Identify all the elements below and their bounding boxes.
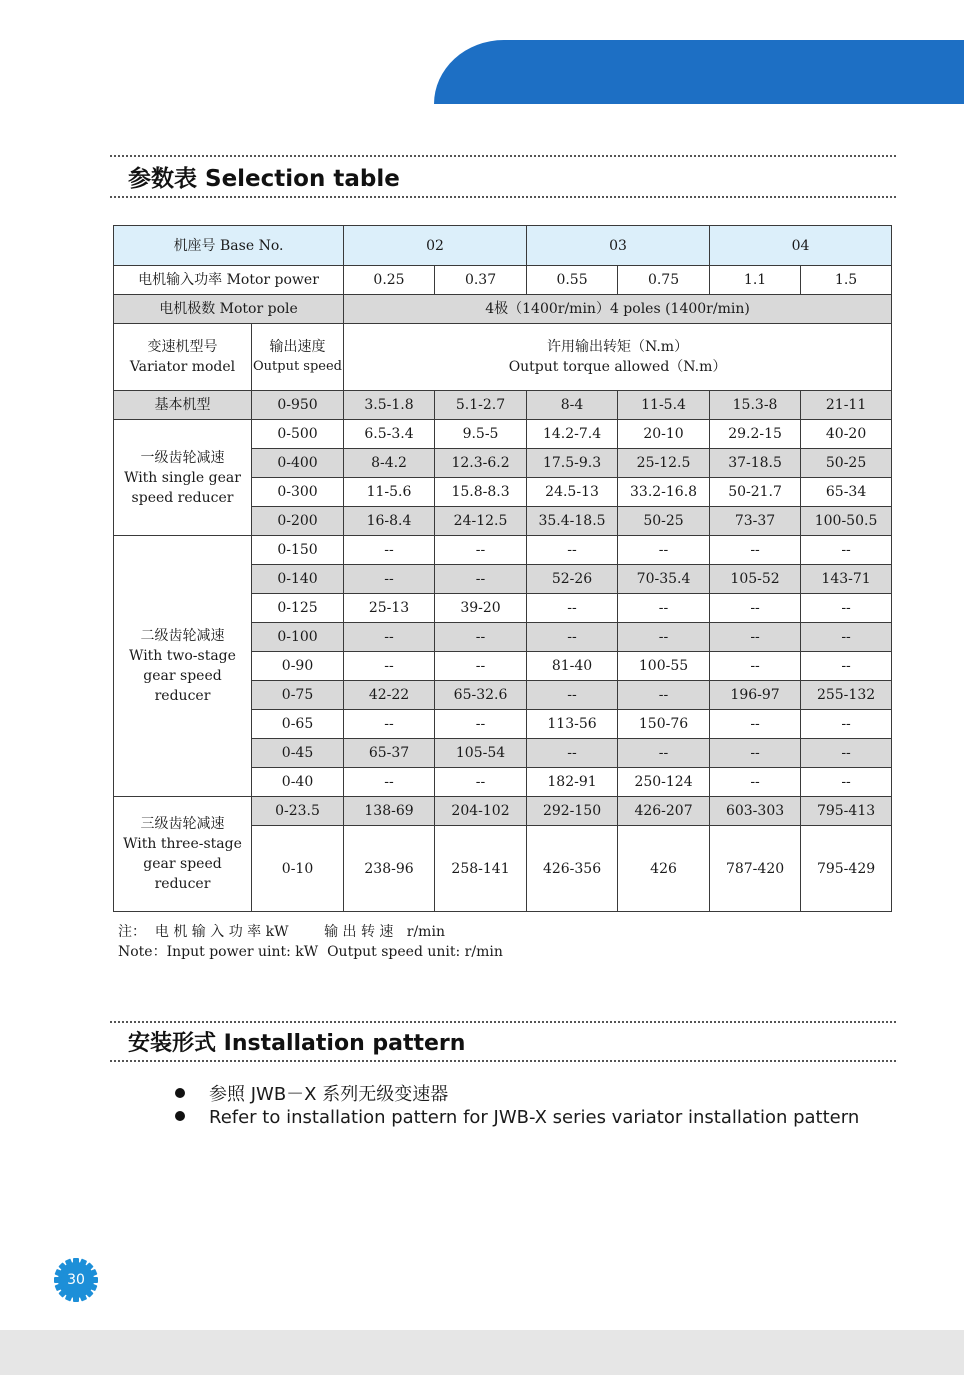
three-stage-cn: 三级齿轮减速: [140, 816, 225, 832]
torque-cell: --: [344, 652, 435, 681]
list-item: [175, 1080, 448, 1106]
torque-cell: 11-5.4: [618, 391, 710, 420]
torque-cell: 426-356: [527, 826, 618, 912]
output-speed-cn: 输出速度: [269, 339, 326, 355]
torque-cell: --: [344, 565, 435, 594]
torque-cell: 6.5-3.4: [344, 420, 435, 449]
torque-cell: 65-37: [344, 739, 435, 768]
three-stage-en: reducer: [154, 876, 211, 892]
torque-cell: 105-54: [435, 739, 527, 768]
torque-cell: 5.1-2.7: [435, 391, 527, 420]
three-stage-label: [114, 797, 252, 912]
power-value: 0.37: [435, 266, 527, 295]
torque-cell: 21-11: [801, 391, 892, 420]
torque-cell: 25-13: [344, 594, 435, 623]
power-value: 0.55: [527, 266, 618, 295]
bullet-text: Refer to installation pattern for JWB-X series variator installation pattern: [209, 1107, 860, 1128]
torque-cell: 258-141: [435, 826, 527, 912]
speed-cell: 0-23.5: [252, 797, 344, 826]
speed-cell: 0-10: [252, 826, 344, 912]
torque-cell: 105-52: [710, 565, 801, 594]
torque-cell: --: [618, 681, 710, 710]
torque-cell: 29.2-15: [710, 420, 801, 449]
basic-model-label: 基本机型: [114, 391, 252, 420]
speed-cell: 0-65: [252, 710, 344, 739]
torque-cell: --: [527, 681, 618, 710]
power-value: 0.25: [344, 266, 435, 295]
speed-cell: 0-100: [252, 623, 344, 652]
output-torque-header: [344, 324, 892, 391]
torque-cell: --: [527, 623, 618, 652]
torque-cell: 8-4.2: [344, 449, 435, 478]
torque-cell: --: [435, 565, 527, 594]
torque-cell: --: [527, 739, 618, 768]
torque-cell: 250-124: [618, 768, 710, 797]
table-row: [114, 797, 892, 826]
torque-cell: --: [801, 623, 892, 652]
torque-cell: 787-420: [710, 826, 801, 912]
two-stage-en: gear speed: [143, 668, 222, 684]
column-header-row: [114, 324, 892, 391]
output-torque-cn: 许用输出转矩（N.m）: [546, 339, 689, 355]
torque-cell: 3.5-1.8: [344, 391, 435, 420]
motor-pole-row: [114, 295, 892, 324]
speed-cell: 0-200: [252, 507, 344, 536]
torque-cell: --: [527, 536, 618, 565]
note-line-cn: 注： 电 机 输 入 功 率 kW 输 出 转 速 r/min: [118, 924, 445, 940]
speed-cell: 0-75: [252, 681, 344, 710]
torque-cell: 603-303: [710, 797, 801, 826]
torque-cell: 24-12.5: [435, 507, 527, 536]
variator-model-cn: 变速机型号: [147, 339, 218, 355]
torque-cell: 238-96: [344, 826, 435, 912]
torque-cell: --: [435, 768, 527, 797]
table-row: [114, 420, 892, 449]
motor-pole-label: 电机极数 Motor pole: [114, 295, 344, 324]
torque-cell: 11-5.6: [344, 478, 435, 507]
single-gear-en: With single gear: [124, 469, 241, 486]
motor-pole-value: 4极（1400r/min）4 poles (1400r/min): [344, 295, 892, 324]
torque-cell: --: [618, 594, 710, 623]
single-gear-en: speed reducer: [131, 489, 234, 506]
torque-cell: 426: [618, 826, 710, 912]
torque-cell: 73-37: [710, 507, 801, 536]
speed-cell: 0-300: [252, 478, 344, 507]
three-stage-en: gear speed: [143, 856, 222, 872]
two-stage-label: [114, 536, 252, 797]
power-value: 0.75: [618, 266, 710, 295]
torque-cell: 143-71: [801, 565, 892, 594]
divider-top: [110, 1021, 896, 1023]
torque-cell: 65-34: [801, 478, 892, 507]
speed-cell: 0-45: [252, 739, 344, 768]
torque-cell: 138-69: [344, 797, 435, 826]
single-gear-label: [114, 420, 252, 536]
list-item: [175, 1107, 859, 1128]
speed-cell: 0-40: [252, 768, 344, 797]
motor-power-label: 电机输入功率 Motor power: [114, 266, 344, 295]
variator-model-en: Variator model: [129, 359, 236, 375]
torque-cell: 42-22: [344, 681, 435, 710]
torque-cell: --: [801, 768, 892, 797]
torque-cell: --: [344, 623, 435, 652]
torque-cell: --: [801, 594, 892, 623]
torque-cell: 65-32.6: [435, 681, 527, 710]
power-value: 1.5: [801, 266, 892, 295]
torque-cell: 100-55: [618, 652, 710, 681]
torque-cell: --: [801, 652, 892, 681]
torque-cell: 113-56: [527, 710, 618, 739]
single-gear-cn: 一级齿轮减速: [140, 449, 225, 466]
output-speed-header: [252, 324, 344, 391]
torque-cell: 50-25: [618, 507, 710, 536]
section-title-selection-table: 参数表 Selection table: [128, 166, 400, 192]
output-speed-en: Output speed: [253, 359, 343, 374]
output-torque-en: Output torque allowed（N.m）: [508, 359, 727, 375]
speed-cell: 0-140: [252, 565, 344, 594]
torque-cell: 795-429: [801, 826, 892, 912]
torque-cell: --: [344, 710, 435, 739]
torque-cell: 795-413: [801, 797, 892, 826]
base-03: 03: [527, 226, 710, 266]
divider-bottom: [110, 196, 896, 198]
speed-cell: 0-950: [252, 391, 344, 420]
torque-cell: 196-97: [710, 681, 801, 710]
torque-cell: --: [710, 623, 801, 652]
torque-cell: --: [710, 739, 801, 768]
torque-cell: --: [710, 710, 801, 739]
footer-band: [0, 1330, 964, 1375]
torque-cell: --: [435, 536, 527, 565]
torque-cell: 14.2-7.4: [527, 420, 618, 449]
torque-cell: 35.4-18.5: [527, 507, 618, 536]
two-stage-cn: 二级齿轮减速: [140, 628, 225, 644]
base-04: 04: [710, 226, 892, 266]
base-02: 02: [344, 226, 527, 266]
torque-cell: 25-12.5: [618, 449, 710, 478]
torque-cell: 39-20: [435, 594, 527, 623]
torque-cell: 255-132: [801, 681, 892, 710]
speed-cell: 0-400: [252, 449, 344, 478]
table-row: [114, 391, 892, 420]
speed-cell: 0-150: [252, 536, 344, 565]
three-stage-en: With three-stage: [123, 836, 242, 852]
bullet-icon: [175, 1111, 185, 1121]
torque-cell: --: [435, 710, 527, 739]
torque-cell: 50-21.7: [710, 478, 801, 507]
divider-top: [110, 155, 896, 157]
torque-cell: --: [710, 594, 801, 623]
torque-cell: 81-40: [527, 652, 618, 681]
torque-cell: --: [344, 768, 435, 797]
torque-cell: 12.3-6.2: [435, 449, 527, 478]
torque-cell: 33.2-16.8: [618, 478, 710, 507]
section-title-installation: 安装形式 Installation pattern: [128, 1031, 466, 1056]
torque-cell: --: [801, 536, 892, 565]
torque-cell: --: [344, 536, 435, 565]
torque-cell: --: [801, 739, 892, 768]
speed-cell: 0-125: [252, 594, 344, 623]
divider-bottom: [110, 1060, 896, 1062]
torque-cell: 100-50.5: [801, 507, 892, 536]
note-line-en: Note：Input power uint: kW Output speed unit: r/min: [118, 944, 503, 960]
torque-cell: 52-26: [527, 565, 618, 594]
bullet-icon: [175, 1088, 185, 1098]
torque-cell: 50-25: [801, 449, 892, 478]
torque-cell: --: [618, 739, 710, 768]
power-value: 1.1: [710, 266, 801, 295]
torque-cell: --: [618, 623, 710, 652]
torque-cell: --: [435, 623, 527, 652]
torque-cell: 9.5-5: [435, 420, 527, 449]
header-decoration-band: [434, 40, 964, 104]
selection-table: [113, 225, 892, 912]
speed-cell: 0-90: [252, 652, 344, 681]
base-row: [114, 226, 892, 266]
torque-cell: 15.8-8.3: [435, 478, 527, 507]
torque-cell: 17.5-9.3: [527, 449, 618, 478]
torque-cell: --: [710, 536, 801, 565]
bullet-text: 参照 JWB－X 系列无级变速器: [209, 1084, 449, 1105]
torque-cell: --: [710, 768, 801, 797]
page-number: 30: [67, 1272, 85, 1288]
torque-cell: 150-76: [618, 710, 710, 739]
torque-cell: 70-35.4: [618, 565, 710, 594]
torque-cell: 24.5-13: [527, 478, 618, 507]
torque-cell: 204-102: [435, 797, 527, 826]
base-label: 机座号 Base No.: [114, 226, 344, 266]
speed-cell: 0-500: [252, 420, 344, 449]
table-row: [114, 536, 892, 565]
torque-cell: 16-8.4: [344, 507, 435, 536]
motor-power-row: [114, 266, 892, 295]
torque-cell: 292-150: [527, 797, 618, 826]
torque-cell: 20-10: [618, 420, 710, 449]
torque-cell: --: [618, 536, 710, 565]
torque-cell: 182-91: [527, 768, 618, 797]
torque-cell: --: [710, 652, 801, 681]
two-stage-en: reducer: [154, 688, 211, 704]
torque-cell: --: [801, 710, 892, 739]
torque-cell: 15.3-8: [710, 391, 801, 420]
variator-model-header: [114, 324, 252, 391]
torque-cell: --: [435, 652, 527, 681]
torque-cell: --: [527, 594, 618, 623]
two-stage-en: With two-stage: [129, 648, 236, 664]
torque-cell: 8-4: [527, 391, 618, 420]
torque-cell: 37-18.5: [710, 449, 801, 478]
torque-cell: 40-20: [801, 420, 892, 449]
torque-cell: 426-207: [618, 797, 710, 826]
